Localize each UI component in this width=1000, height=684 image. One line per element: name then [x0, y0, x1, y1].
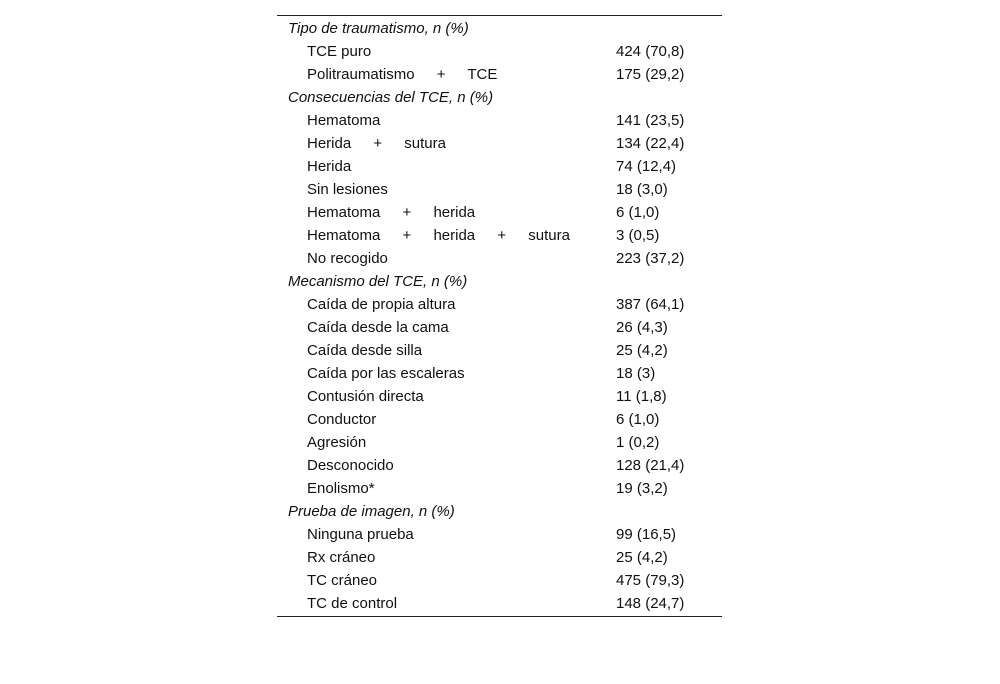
- row-label: Caída por las escaleras: [307, 365, 465, 382]
- row-value: 18 (3): [616, 365, 656, 382]
- table-row: [277, 109, 722, 132]
- table-row: [277, 155, 722, 178]
- table-row: [277, 316, 722, 339]
- table-row: [277, 339, 722, 362]
- row-value: 74 (12,4): [616, 158, 677, 175]
- row-value: 387 (64,1): [616, 296, 685, 313]
- row-value: 1 (0,2): [616, 434, 660, 451]
- table-row: [277, 592, 722, 615]
- table-row: [277, 385, 722, 408]
- row-label: TC cráneo: [307, 572, 378, 589]
- row-label: Sin lesiones: [307, 181, 388, 198]
- row-value: 3 (0,5): [616, 227, 660, 244]
- row-label: Contusión directa: [307, 388, 424, 405]
- row-value: 18 (3,0): [616, 181, 668, 198]
- table-row: [277, 224, 722, 247]
- row-label: TCE puro: [307, 43, 372, 60]
- row-label: Caída de propia altura: [307, 296, 456, 313]
- section-header: Prueba de imagen, n (%): [288, 503, 455, 520]
- table-row: [277, 201, 722, 224]
- row-label: Politraumatismo + TCE: [307, 66, 498, 83]
- row-label: Ninguna prueba: [307, 526, 414, 543]
- section-header: Tipo de traumatismo, n (%): [288, 20, 469, 37]
- table-row: [277, 293, 722, 316]
- row-value: 223 (37,2): [616, 250, 685, 267]
- row-value: 6 (1,0): [616, 411, 660, 428]
- row-value: 475 (79,3): [616, 572, 685, 589]
- row-label: Caída desde silla: [307, 342, 423, 359]
- row-value: 99 (16,5): [616, 526, 677, 543]
- table-row: [277, 431, 722, 454]
- row-label: Hematoma + herida: [307, 204, 476, 221]
- row-value: 128 (21,4): [616, 457, 685, 474]
- row-label: Agresión: [307, 434, 367, 451]
- row-value: 175 (29,2): [616, 66, 685, 83]
- table-row: [277, 178, 722, 201]
- section-header: Consecuencias del TCE, n (%): [288, 89, 494, 106]
- row-value: 134 (22,4): [616, 135, 685, 152]
- table-row: [277, 523, 722, 546]
- row-label: No recogido: [307, 250, 388, 267]
- row-label: Rx cráneo: [307, 549, 376, 566]
- table-row: [277, 247, 722, 270]
- table-row: [277, 408, 722, 431]
- row-label: Hematoma: [307, 112, 381, 129]
- section-header: Mecanismo del TCE, n (%): [288, 273, 468, 290]
- table-row: [277, 546, 722, 569]
- row-value: 11 (1,8): [616, 388, 667, 405]
- row-value: 26 (4,3): [616, 319, 668, 336]
- row-label: Herida: [307, 158, 352, 175]
- row-label: Conductor: [307, 411, 377, 428]
- table-row: [277, 63, 722, 86]
- row-label: Herida + sutura: [307, 135, 446, 152]
- row-label: Hematoma + herida + sutura: [307, 227, 570, 244]
- row-value: 6 (1,0): [616, 204, 660, 221]
- table-row: [277, 362, 722, 385]
- row-value: 19 (3,2): [616, 480, 668, 497]
- row-value: 148 (24,7): [616, 595, 685, 612]
- row-value: 424 (70,8): [616, 43, 685, 60]
- row-label: Enolismo*: [307, 480, 375, 497]
- table-row: [277, 40, 722, 63]
- table-row: [277, 454, 722, 477]
- row-label: Caída desde la cama: [307, 319, 449, 336]
- data-table: [277, 15, 722, 617]
- row-label: TC de control: [307, 595, 398, 612]
- table-row: [277, 569, 722, 592]
- row-value: 25 (4,2): [616, 342, 668, 359]
- row-label: Desconocido: [307, 457, 394, 474]
- row-value: 141 (23,5): [616, 112, 685, 129]
- row-value: 25 (4,2): [616, 549, 668, 566]
- table-row: [277, 477, 722, 500]
- table-row: [277, 132, 722, 155]
